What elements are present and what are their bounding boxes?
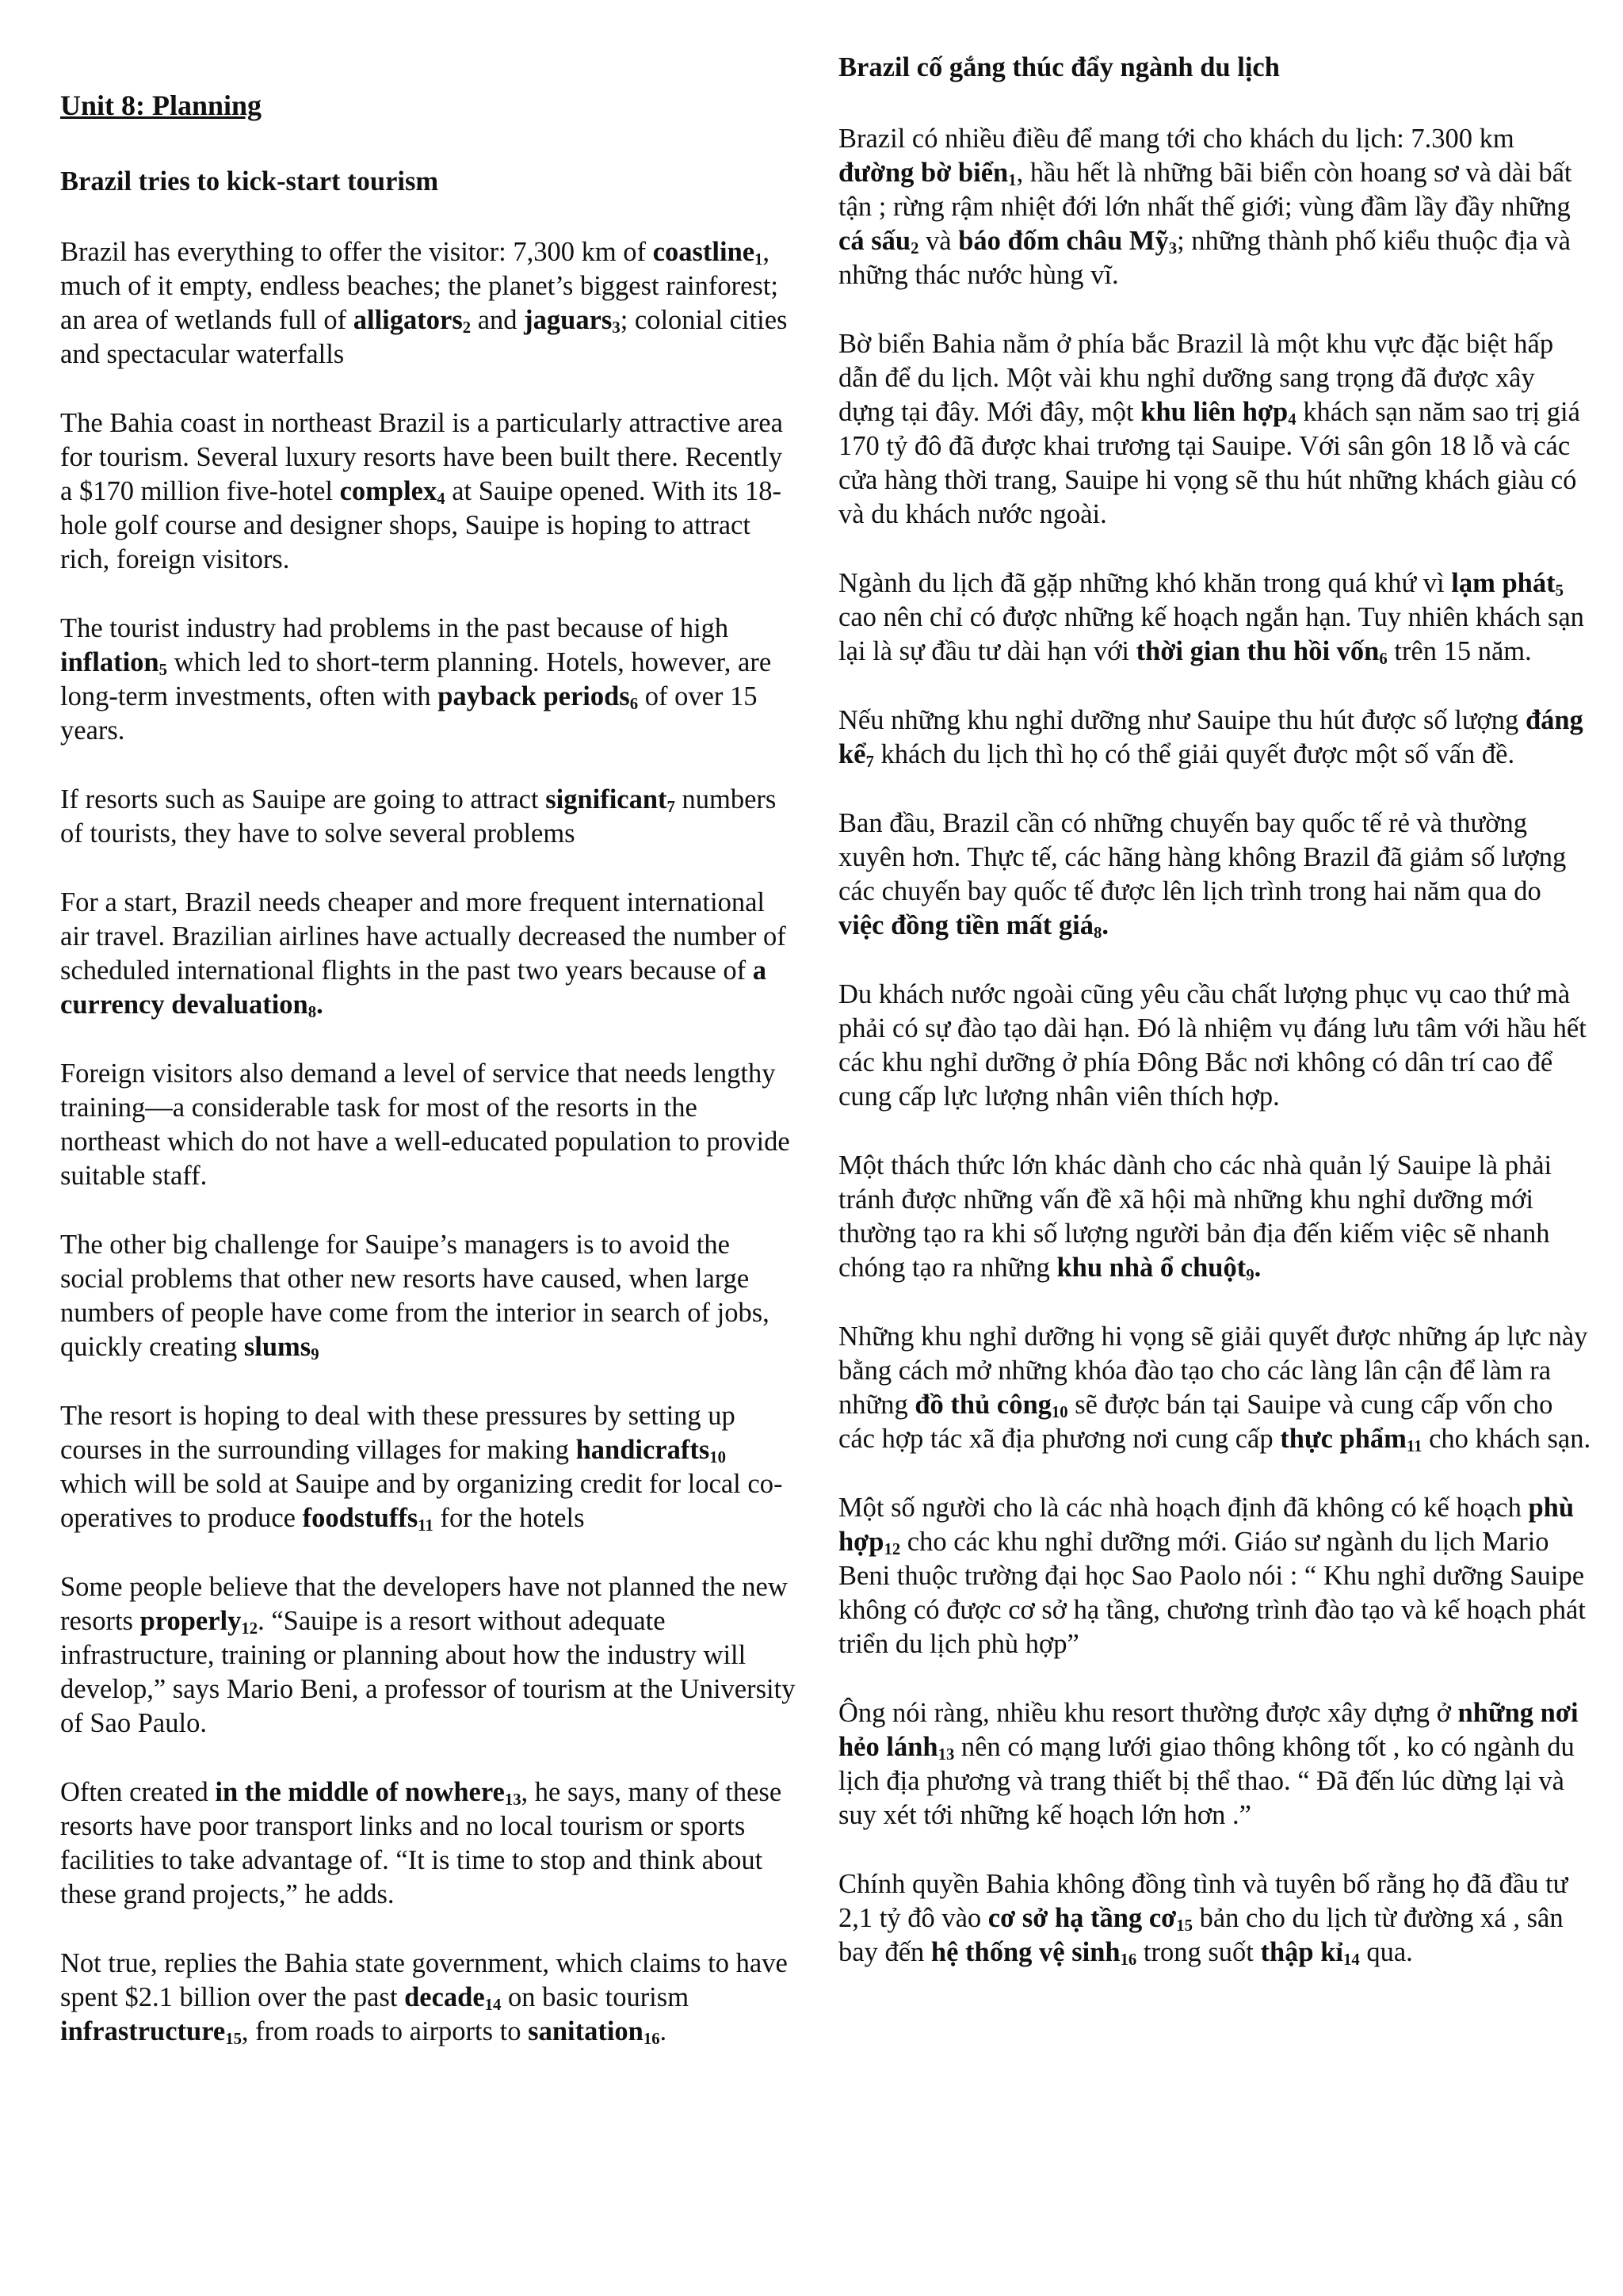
vocab-term: đồ thủ công$_{10}$: [915, 1390, 1068, 1422]
vietnamese-paragraphs: [838, 122, 1591, 2004]
text-run: on basic tourism: [501, 1982, 689, 2012]
english-paragraph: [60, 1228, 797, 1364]
vocab-term: infrastructure$_{15}$: [60, 2016, 242, 2049]
text-run: The other big challenge for Sauipe’s managers is to avoid the social problems that other new resorts have caused, when large numbers of people have come from the interior in search of jobs, quickly creating: [60, 1230, 769, 1362]
english-paragraph: [60, 406, 797, 577]
vocab-index: 2: [462, 319, 472, 338]
text-run: sẽ được bán tại Sauipe và cung cấp vốn cho các hợp tác xã địa phương nơi cung cấp: [838, 1390, 1553, 1454]
text-run: , from roads to airports to: [241, 2016, 529, 2046]
text-run: nên có mạng lưới giao thông không tốt , ko có ngành du lịch địa phương và trang thiết bị thể thao. “ Đã đến lúc dừng lại và suy xét tới những kế hoạch lớn hơn .”: [838, 1732, 1575, 1830]
vocab-index: 12: [241, 1620, 258, 1638]
english-paragraph: [60, 783, 797, 851]
text-run: Some people believe that the developers have not planned the new resorts: [60, 1572, 788, 1636]
vocab-index: 1: [1008, 172, 1017, 190]
text-run: Nếu những khu nghỉ dưỡng như Sauipe thu hút được số lượng: [838, 705, 1526, 735]
vocab-term: những nơi hẻo lánh$_{13}$: [838, 1698, 1579, 1764]
vocab-term: in the middle of nowhere$_{13}$: [215, 1777, 521, 1810]
vocab-term: khu liên hợp$_4$: [1140, 397, 1296, 429]
text-run: and: [471, 305, 525, 335]
vocab-term: complex$_4$: [339, 476, 445, 509]
text-run: Ông nói ràng, nhiều khu resort thường được xây dựng ở: [838, 1698, 1458, 1728]
vietnamese-paragraph: [838, 122, 1591, 292]
text-run: Brazil có nhiều điều để mang tới cho khách du lịch: 7.300 km: [838, 124, 1514, 154]
vocab-term: handicrafts$_{10}$: [575, 1435, 726, 1467]
vocab-index: 16: [1120, 1951, 1137, 1970]
vietnamese-article-title: Brazil cố gắng thúc đẩy ngành du lịch: [838, 52, 1280, 82]
text-run: Brazil has everything to offer the visitor: 7,300 km of: [60, 237, 653, 267]
text-run: khách du lịch thì họ có thể giải quyết được một số vấn đề.: [873, 739, 1515, 769]
vocab-index: 8: [1093, 925, 1102, 943]
english-paragraph: [60, 886, 797, 1022]
vocab-term: cơ sở hạ tầng $cơ_{15}$: [987, 1903, 1193, 1936]
vietnamese-paragraph: [838, 566, 1591, 669]
vocab-index: 2: [911, 240, 919, 258]
vocab-term: thời gian thu hồi vốn$_6$: [1136, 636, 1388, 669]
text-run: Ngành du lịch đã gặp những khó khăn trong quá khứ vì: [838, 568, 1452, 598]
vocab-index: 3: [612, 319, 621, 338]
vocab-index: 16: [643, 2031, 660, 2049]
english-paragraph: [60, 612, 797, 748]
text-run: trên 15 năm.: [1387, 636, 1532, 666]
vocab-index: 10: [1051, 1404, 1068, 1422]
vocab-term: báo đốm châu Mỹ$_3$: [958, 226, 1178, 258]
vocab-term: phù hợp$_{12}$: [838, 1493, 1575, 1559]
vietnamese-paragraph: [838, 327, 1591, 532]
text-run: Một số người cho là các nhà hoạch định đã không có kế hoạch: [838, 1493, 1529, 1523]
vocab-index: 4: [1288, 411, 1296, 429]
text-run: Foreign visitors also demand a level of service that needs lengthy training—a considerable task for most of the resorts in the northeast which do not have a well-educated population to provide suitable staff.: [60, 1058, 790, 1191]
vocab-index: 9: [1246, 1267, 1254, 1285]
vocab-term: decade$_{14}$: [404, 1982, 502, 2015]
text-run: , much of it empty, endless beaches; the planet’s biggest rainforest; an area of wetlands full of: [60, 237, 779, 335]
vocab-term: coastline$_1$: [652, 237, 763, 269]
english-article-title: Brazil tries to kick-start tourism: [60, 166, 439, 196]
text-run: Những khu nghỉ dưỡng hi vọng sẽ giải quyết được những áp lực này bằng cách mở những khóa đào tạo cho các làng lân cận để làm ra những: [838, 1322, 1588, 1420]
text-run: Often created: [60, 1777, 216, 1807]
english-paragraph: [60, 1057, 797, 1193]
vocab-index: 3: [1168, 240, 1178, 258]
text-run: Chính quyền Bahia không đồng tình và tuyên bố rằng họ đã đầu tư 2,1 tỷ đô vào: [838, 1869, 1568, 1933]
text-run: . “Sauipe is a resort without adequate infrastructure, training or planning about how the industry will develop,” says Mario Beni, a professor of tourism at the University of Sao Paulo.: [60, 1606, 796, 1738]
vocab-index: 13: [504, 1791, 521, 1810]
vocab-index: 5: [158, 662, 167, 680]
text-run: numbers of tourists, they have to solve several problems: [60, 784, 777, 849]
text-run: Not true, replies the Bahia state government, which claims to have spent $2.1 billion over the past: [60, 1948, 788, 2012]
vocab-index: 7: [865, 753, 874, 772]
vocab-index: 11: [418, 1517, 433, 1535]
vocab-term: thập kỉ$_{14}$: [1260, 1937, 1360, 1970]
vocab-index: 8: [307, 1004, 317, 1022]
text-run: , hầu hết là những bãi biển còn hoang sơ và dài bất tận ; rừng rậm nhiệt đới lớn nhất thế giới; vùng đầm lầy đầy những: [838, 158, 1572, 222]
vocab-index: 14: [1343, 1951, 1360, 1970]
vietnamese-paragraph: [838, 1320, 1591, 1456]
unit-title: Unit 8: Planning: [60, 90, 262, 121]
vocab-index: 5: [1555, 582, 1564, 601]
english-paragraph: [60, 1570, 797, 1741]
vocab-term: inflation$_5$: [60, 647, 167, 680]
text-run: Du khách nước ngoài cũng yêu cầu chất lượng phục vụ cao thứ mà phải có sự đào tạo dài hạn. Đó là nhiệm vụ đáng lưu tâm với hầu hết các khu nghỉ dưỡng ở phía Đông Bắc nơi không có dân trí cao để cung cấp lực lượng nhân viên thích hợp.: [838, 979, 1587, 1112]
text-run: cao nên chỉ có được những kế hoạch ngắn hạn. Tuy nhiên khách sạn lại là sự đầu tư dài hạn với: [838, 602, 1584, 666]
english-paragraphs: [60, 235, 797, 2084]
vocab-index: 1: [754, 251, 763, 269]
text-run: For a start, Brazil needs cheaper and more frequent international air travel. Brazilian airlines have actually decreased the number of scheduled international flights in the past two years because of: [60, 887, 786, 986]
text-run: Bờ biển Bahia nằm ở phía bắc Brazil là một khu vực đặc biệt hấp dẫn để du lịch. Một vài khu nghỉ dưỡng sang trọng đã được xây dựng tại đây. Mới đây, một: [838, 329, 1554, 427]
text-run: khách sạn năm sao trị giá 170 tỷ đô đã được khai trương tại Sauipe. Với sân gôn 18 lỗ và các cửa hàng thời trang, Sauipe hi vọng sẽ thu hút những khách giàu có và du khách nước ngoài.: [838, 397, 1580, 529]
vocab-term: đáng kể$_7$: [838, 705, 1583, 772]
vocab-index: 12: [884, 1541, 901, 1559]
text-run: ; colonial cities and spectacular waterfalls: [60, 305, 788, 369]
text-run: Một thách thức lớn khác dành cho các nhà quản lý Sauipe là phải tránh được những vấn đề xã hội mà những khu nghỉ dưỡng mới thường tạo ra khi số lượng người bản địa đến kiếm việc sẽ nhanh chóng tạo ra những: [838, 1150, 1552, 1283]
vocab-term: payback periods$_6$: [437, 681, 639, 714]
vietnamese-paragraph: [838, 1696, 1591, 1833]
vietnamese-paragraph: [838, 807, 1591, 943]
vocab-index: 11: [1406, 1438, 1423, 1456]
vietnamese-paragraph: [838, 978, 1591, 1114]
vocab-index: 15: [225, 2031, 242, 2049]
vocab-index: 6: [1379, 650, 1388, 669]
english-paragraph: [60, 235, 797, 372]
text-run: If resorts such as Sauipe are going to attract: [60, 784, 546, 814]
english-paragraph: [60, 1399, 797, 1535]
vocab-term: cá sấu$_2$: [838, 226, 919, 258]
vocab-index: 4: [437, 490, 445, 509]
text-run: The Bahia coast in northeast Brazil is a particularly attractive area for tourism. Several luxury resorts have been built there. Recently a $170 million five-hotel: [60, 408, 783, 506]
text-run: of over 15 years.: [60, 681, 758, 746]
vocab-term: hệ thống vệ $\sinh_{16}$: [930, 1937, 1137, 1970]
vocab-index: 14: [484, 1997, 502, 2015]
text-run: for the hotels: [433, 1503, 585, 1533]
text-run: cho các khu nghỉ dưỡng mới. Giáo sư ngành du lịch Mario Beni thuộc trường đại học Sao Paolo nói : “ Khu nghỉ dưỡng Sauipe không có được cơ sở hạ tầng, chương trình đào tạo và kế hoạch phát triển du lịch phù hợp”: [838, 1527, 1586, 1659]
vocab-term: đường bờ biển$_1$: [838, 158, 1017, 190]
vietnamese-paragraph: [838, 1491, 1591, 1661]
text-run: at Sauipe opened. With its 18-hole golf course and designer shops, Sauipe is hoping to attract rich, foreign visitors.: [60, 476, 781, 574]
text-run: Ban đầu, Brazil cần có những chuyến bay quốc tế rẻ và thường xuyên hơn. Thực tế, các hãng hàng không Brazil đã giảm số lượng các chuyến bay quốc tế được lên lịch trình trong hai năm qua do: [838, 808, 1567, 906]
vocab-term: sanitation$_{16}$: [528, 2016, 660, 2049]
vocab-index: 13: [938, 1746, 955, 1764]
vocab-term: properly$_{12}$: [139, 1606, 258, 1638]
text-run: trong suốt: [1136, 1937, 1261, 1967]
text-run: ; những thành phố kiểu thuộc địa và những thác nước hùng vĩ.: [838, 226, 1571, 290]
text-run: bản cho du lịch từ đường xá , sân bay đến: [838, 1903, 1564, 1967]
vietnamese-paragraph: [838, 1149, 1591, 1285]
vocab-index: 7: [666, 799, 675, 817]
vocab-index: 6: [629, 696, 639, 714]
text-run: , he says, many of these resorts have poor transport links and no local tourism or sports facilities to take advantage of. “It is time to stop and think about these grand projects,” he adds.: [60, 1777, 782, 1909]
english-paragraph: [60, 1775, 797, 1912]
text-run: cho khách sạn.: [1422, 1424, 1591, 1454]
english-paragraph: [60, 1947, 797, 2049]
vocab-index: 10: [709, 1449, 726, 1467]
vocab-term: slums$_9$: [243, 1332, 319, 1364]
vocab-term: a currency devaluation$_8$.: [60, 955, 766, 1022]
text-run: which will be sold at Sauipe and by organizing credit for local co-operatives to produce: [60, 1469, 783, 1533]
text-run: The tourist industry had problems in the past because of high: [60, 613, 729, 643]
vocab-index: 15: [1176, 1917, 1193, 1936]
text-run: và: [918, 226, 959, 256]
vocab-term: lạm phát$_5$: [1451, 568, 1564, 601]
vietnamese-paragraph: [838, 1867, 1591, 1970]
text-run: which led to short-term planning. Hotels, however, are long-term investments, often with: [60, 647, 772, 711]
vocab-term: jaguars$_3$: [524, 305, 621, 338]
text-run: The resort is hoping to deal with these pressures by setting up courses in the surrounding villages for making: [60, 1401, 735, 1465]
vocab-term: alligators$_2$: [353, 305, 472, 338]
text-run: qua.: [1359, 1937, 1413, 1967]
vocab-index: 9: [311, 1346, 319, 1364]
text-run: .: [659, 2016, 667, 2046]
vocab-term: significant$_7$: [545, 784, 675, 817]
vocab-term: foodstuffs$_{11}$: [302, 1503, 433, 1535]
vocab-term: khu nhà ổ chuột$_9$.: [1056, 1253, 1262, 1285]
vocab-term: thực phẩm$_{11}$: [1280, 1424, 1423, 1456]
vocab-term: việc đồng tiền mất giá$_8$.: [838, 910, 1109, 943]
vietnamese-paragraph: [838, 704, 1591, 772]
